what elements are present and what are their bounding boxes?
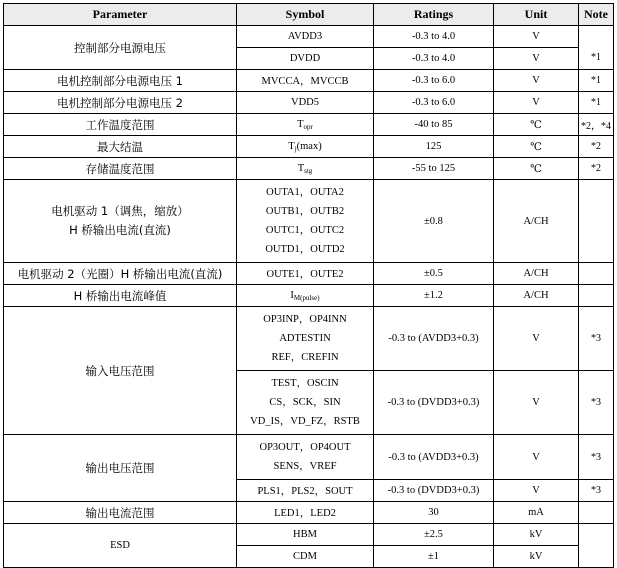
note-drive1 [579,180,614,263]
symbol-out-c: OUTC1，OUTC2 [265,225,345,236]
symbol-topr-main: T [297,118,304,130]
header-parameter: Parameter [4,4,237,26]
symbol-input-analog [237,307,374,371]
unit-led: mA [494,502,579,524]
note-oute [579,263,614,285]
note-tstg: *2 [579,158,614,180]
note-esd [579,524,614,568]
param-esd: ESD [4,524,237,568]
table-row [4,524,614,546]
symbol-tstg-sub: stg [304,166,313,175]
symbol-pls: PLS1，PLS2，SOUT [237,480,374,502]
param-motor-power2: 电机控制部分电源电压 2 [4,92,237,114]
symbol-led: LED1，LED2 [237,502,374,524]
unit-output-digital: V [494,480,579,502]
symbol-adtestin: ADTESTIN [279,333,331,344]
unit-topr: ℃ [494,114,579,136]
table-row [4,136,614,158]
symbol-drive1 [237,180,374,263]
unit-hbm: kV [494,524,579,546]
unit-mvcc: V [494,70,579,92]
symbol-tj-main: T [288,140,295,152]
symbol-topr [237,114,374,136]
unit-vdd5: V [494,92,579,114]
rating-output-digital: -0.3 to (DVDD3+0.3) [374,480,494,502]
rating-oute: ±0.5 [374,263,494,285]
unit-peak: A/CH [494,285,579,307]
param-output-current: 输出电流范围 [4,502,237,524]
param-op-temp: 工作温度范围 [4,114,237,136]
note-tj: *2 [579,136,614,158]
rating-tstg: -55 to 125 [374,158,494,180]
symbol-mvcc: MVCCA，MVCCB [237,70,374,92]
symbol-tj [237,136,374,158]
rating-peak: ±1.2 [374,285,494,307]
table-row [4,502,614,524]
header-row [4,4,614,26]
symbol-vdd5: VDD5 [237,92,374,114]
symbol-out-b: OUTB1，OUTB2 [265,206,345,217]
symbol-out-a: OUTA1，OUTA2 [266,187,344,198]
symbol-dvdd: DVDD [237,48,374,70]
unit-cdm: kV [494,546,579,568]
unit-tstg: ℃ [494,158,579,180]
param-drive2: 电机驱动 2（光圈）H 桥输出电流(直流) [4,263,237,285]
unit-drive1: A/CH [494,180,579,263]
symbol-vd: VD_IS，VD_FZ，RSTB [250,416,360,427]
param-control-power: 控制部分电源电压 [4,26,237,70]
unit-dvdd: V [494,48,579,70]
rating-input-analog: -0.3 to (AVDD3+0.3) [374,307,494,371]
note-vdd5: *1 [579,92,614,114]
symbol-avdd3: AVDD3 [237,26,374,48]
table-row [4,158,614,180]
symbol-im-pulse [237,285,374,307]
rating-led: 30 [374,502,494,524]
unit-input-digital: V [494,371,579,435]
symbol-tstg [237,158,374,180]
symbol-oute: OUTE1，OUTE2 [237,263,374,285]
rating-drive1: ±0.8 [374,180,494,263]
rating-vdd5: -0.3 to 6.0 [374,92,494,114]
symbol-output-analog [237,435,374,480]
symbol-sens: SENS，VREF [273,461,337,472]
symbol-tstg-main: T [297,162,305,174]
note-output-analog: *3 [579,435,614,480]
rating-topr: -40 to 85 [374,114,494,136]
note-peak [579,285,614,307]
unit-avdd3: V [494,26,579,48]
note-led [579,502,614,524]
symbol-input-digital [237,371,374,435]
rating-hbm: ±2.5 [374,524,494,546]
param-input-voltage: 输入电压范围 [4,307,237,435]
symbol-hbm: HBM [237,524,374,546]
symbol-serial: CS，SCK，SIN [269,397,341,408]
symbol-out-d: OUTD1，OUTD2 [265,244,345,255]
param-drive1-line2: H 桥输出电流(直流) [69,223,171,237]
rating-cdm: ±1 [374,546,494,568]
unit-oute: A/CH [494,263,579,285]
rating-avdd3: -0.3 to 4.0 [374,26,494,48]
rating-mvcc: -0.3 to 6.0 [374,70,494,92]
note-control-power [579,26,614,70]
table-row [4,114,614,136]
header-note: Note [579,4,614,26]
symbol-tj-tail: (max) [296,140,322,152]
param-storage: 存储温度范围 [4,158,237,180]
table-row [4,180,614,263]
note-topr: *2，*4 [579,114,614,136]
symbol-im-main: I [290,289,294,301]
param-output-voltage: 输出电压范围 [4,435,237,502]
table-row [4,92,614,114]
header-symbol: Symbol [237,4,374,26]
unit-input-analog: V [494,307,579,371]
rating-input-digital: -0.3 to (DVDD3+0.3) [374,371,494,435]
rating-dvdd: -0.3 to 4.0 [374,48,494,70]
rating-tj: 125 [374,136,494,158]
symbol-op-inputs: OP3INP，OP4INN [263,314,347,325]
header-unit: Unit [494,4,579,26]
param-peak: H 桥输出电流峰值 [4,285,237,307]
table-row [4,70,614,92]
param-drive1-line1: 电机驱动 1（调焦，缩放） [51,204,189,218]
param-motor-power1: 电机控制部分电源电压 1 [4,70,237,92]
unit-tj: ℃ [494,136,579,158]
symbol-tj-sub: j [294,144,297,153]
table-row [4,435,614,480]
table-row [4,263,614,285]
header-ratings: Ratings [374,4,494,26]
param-drive1 [4,180,237,263]
symbol-topr-sub: opr [303,122,313,131]
note-control-power-text: *1 [591,52,601,63]
symbol-cdm: CDM [237,546,374,568]
symbol-test: TEST，OSCIN [271,378,339,389]
rating-output-analog: -0.3 to (AVDD3+0.3) [374,435,494,480]
symbol-im-sub: M(pulse) [293,293,320,302]
note-output-digital: *3 [579,480,614,502]
table-row [4,26,614,48]
absolute-max-ratings-table [3,3,614,568]
table-row [4,307,614,371]
unit-output-analog: V [494,435,579,480]
note-input-digital: *3 [579,371,614,435]
table-row [4,285,614,307]
symbol-ref: REF，CREFIN [271,352,339,363]
note-input-analog: *3 [579,307,614,371]
note-mvcc: *1 [579,70,614,92]
symbol-op-outputs: OP3OUT，OP4OUT [259,442,351,453]
param-junction: 最大结温 [4,136,237,158]
